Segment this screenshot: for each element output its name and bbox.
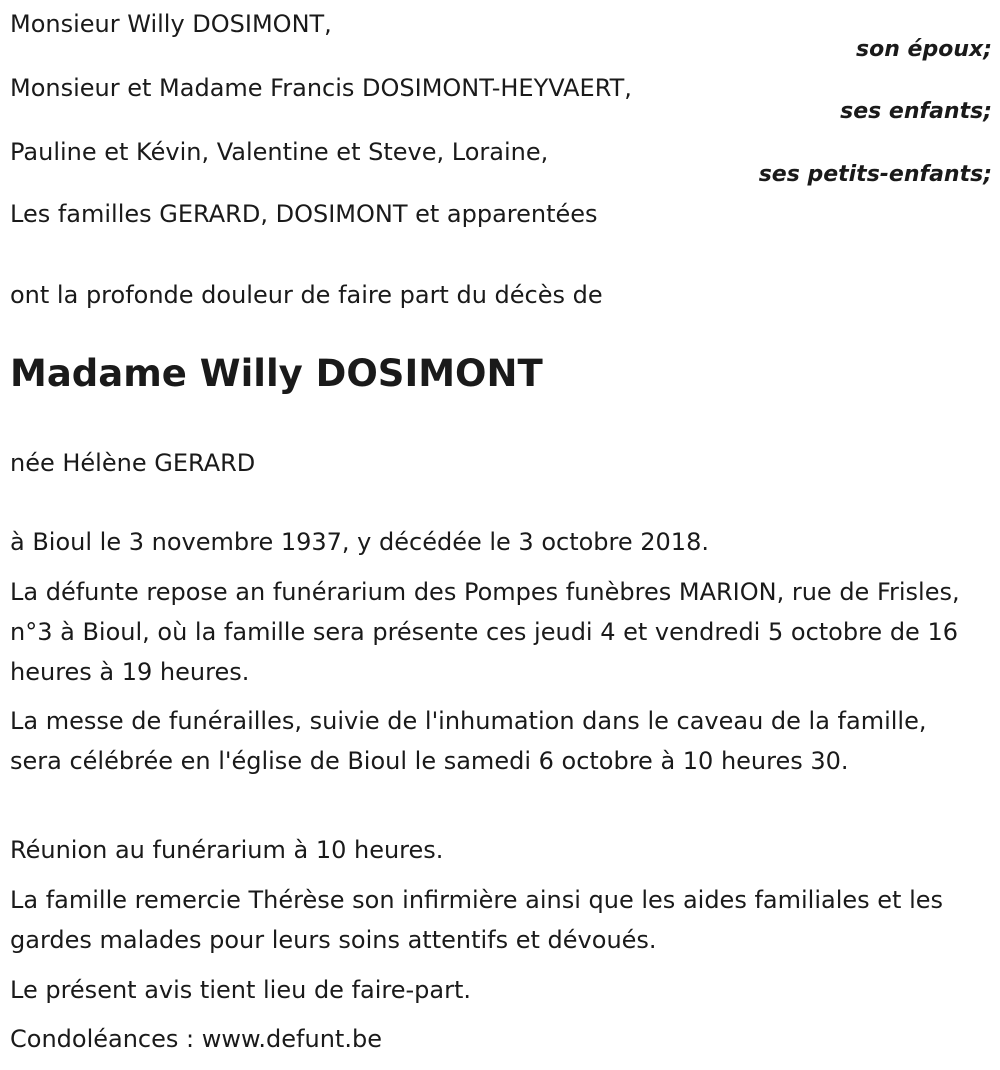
mass-paragraph: La messe de funérailles, suivie de l'inhumation dans le caveau de la famille, sera célébrée en l'église de Bioul le samedi 6 octobre à 10 heures 30. <box>10 707 927 775</box>
role-spouse: son époux; <box>856 37 992 62</box>
role-children: ses enfants; <box>840 99 992 124</box>
notice-paragraph: Le présent avis tient lieu de faire-part. <box>10 976 472 1004</box>
family-line-grandchildren: Pauline et Kévin, Valentine et Steve, Loraine, <box>10 138 549 166</box>
funerarium-paragraph: La défunte repose an funérarium des Pompes funèbres MARION, rue de Frisles, n°3 à Bioul, où la famille sera présente ces jeudi 4 et vendredi 5 octobre de 16 heures à 19 heures. <box>10 578 960 686</box>
announcement-text: ont la profonde douleur de faire part du décès de <box>10 281 603 309</box>
meeting-paragraph: Réunion au funérarium à 10 heures. <box>10 836 444 864</box>
dates-paragraph: à Bioul le 3 novembre 1937, y décédée le 3 octobre 2018. <box>10 528 709 556</box>
role-grandchildren: ses petits-enfants; <box>758 162 992 187</box>
family-line-spouse: Monsieur Willy DOSIMONT, <box>10 10 332 38</box>
family-line-relatives: Les familles GERARD, DOSIMONT et apparentées <box>10 200 598 228</box>
condolences-paragraph: Condoléances : www.defunt.be <box>10 1025 382 1053</box>
family-line-children: Monsieur et Madame Francis DOSIMONT-HEYVAERT, <box>10 74 632 102</box>
thanks-paragraph: La famille remercie Thérèse son infirmière ainsi que les aides familiales et les gardes malades pour leurs soins attentifs et dévoués. <box>10 886 943 954</box>
birth-name: née Hélène GERARD <box>10 449 256 477</box>
deceased-name: Madame Willy DOSIMONT <box>10 352 543 395</box>
